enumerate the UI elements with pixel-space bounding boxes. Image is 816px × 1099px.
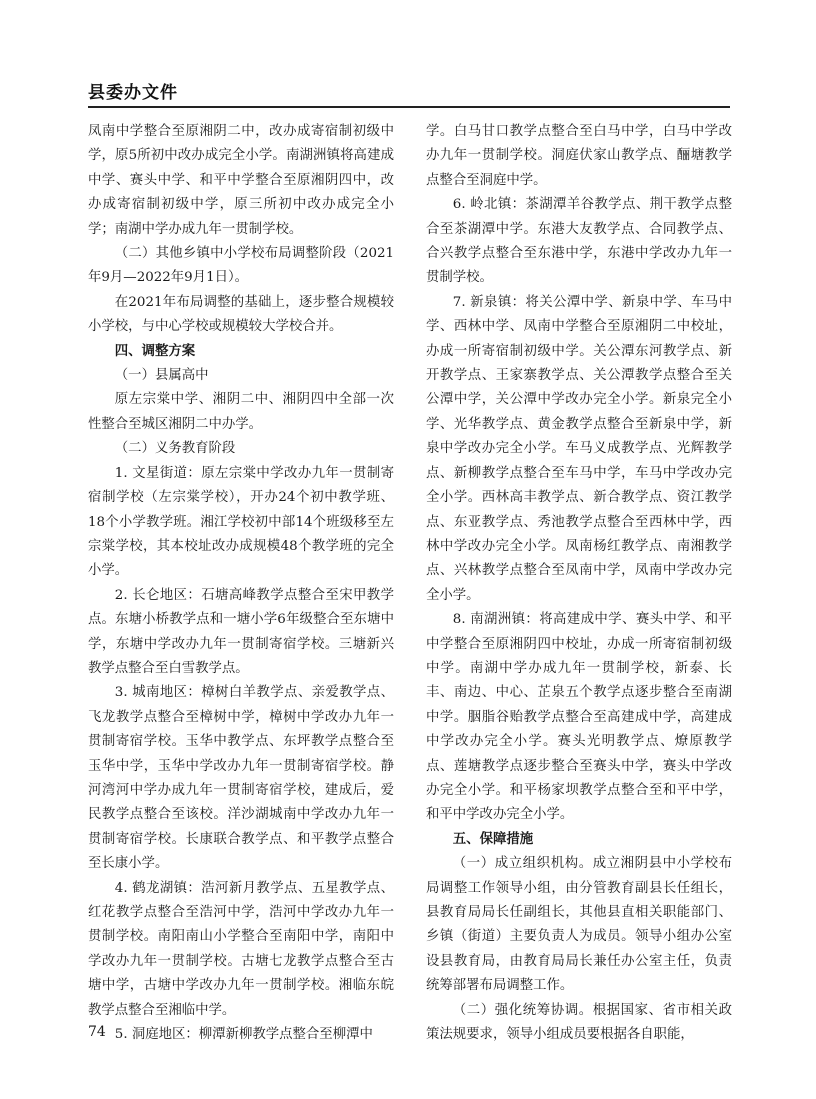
paragraph: 4. 鹤龙湖镇：浩河新月教学点、五星教学点、红花教学点整合至浩河中学，浩河中学改办九年一贯制学校。南阳南山小学整合至南阳中学，南阳中学改办九年一贯制学校。古塘七龙教学点整合至古塘中学，古塘中学改办九年一贯制学校。湘临东皖教学点整合至湘临中学。 <box>88 880 394 1018</box>
paragraph: 学。白马甘口教学点整合至白马中学，白马中学改办九年一贯制学校。洞庭伏家山教学点、酾塘教学点整合至洞庭中学。 <box>426 124 732 188</box>
paragraph: 3. 城南地区：樟树白羊教学点、亲爱教学点、飞龙教学点整合至樟树中学，樟树中学改办九年一贯制寄宿学校。玉华中教学点、东坪教学点整合至玉华中学，玉华中学改办九年一贯制寄宿学校。静河湾河中学办成九年一贯制寄宿学校，建成后，爱民教学点整合至该校。洋沙湖城南中学改办九年一贯制寄宿学校。长康联合教学点、和平教学点整合至长康小学。 <box>88 685 394 872</box>
page-number: 74 <box>88 1024 106 1040</box>
paragraph: （二）强化统筹协调。根据国家、省市相关政策法规要求，领导小组成员要根据各自职能， <box>426 1002 732 1043</box>
paragraph: 5. 洞庭地区：柳潭新柳教学点整合至柳潭中 <box>114 1027 373 1043</box>
subsection-heading: （二）义务教育阶段 <box>114 441 236 457</box>
left-column <box>88 120 394 1047</box>
header-rule <box>88 106 730 108</box>
paragraph: （二）其他乡镇中小学校布局调整阶段（2021年9月—2022年9月1日）。 <box>88 246 394 286</box>
paragraph: 凤南中学整合至原湘阴二中，改办成寄宿制初级中学，原5所初中改办成完全小学。南湖洲镇将高建成中学、赛头中学、和平中学整合至原湘阴四中，改办成寄宿制初级中学，原三所初中改办成完全小学；南湖中学办成九年一贯制学校。 <box>88 124 394 237</box>
section-heading: 四、调整方案 <box>114 343 196 359</box>
running-header <box>88 78 728 103</box>
paragraph: 1. 文星街道：原左宗棠中学改办九年一贯制寄宿制学校（左宗棠学校），开办24个初中教学班、18个小学教学班。湘江学校初中部14个班级移至左宗棠学校，其本校址改办成规模48个教学班的完全小学。 <box>88 465 394 579</box>
paragraph: （一）成立组织机构。成立湘阴县中小学校布局调整工作领导小组，由分管教育副县长任组长，县教育局局长任副组长，其他县直相关职能部门、乡镇（街道）主要负责人为成员。领导小组办公室设县教育局，由教育局局长兼任办公室主任，负责统筹部署布局调整工作。 <box>426 856 732 994</box>
subsection-heading: （一）县属高中 <box>114 368 209 384</box>
paragraph: 6. 岭北镇：茶湖潭羊谷教学点、荆干教学点整合至茶湖潭中学。东港大友教学点、合同教学点、合兴教学点整合至东港中学，东港中学改办九年一贯制学校。 <box>426 197 732 286</box>
paragraph: 2. 长仑地区：石塘高峰教学点整合至宋甲教学点。东塘小桥教学点和一塘小学6年级整合至东塘中学，东塘中学改办九年一贯制寄宿学校。三塘新兴教学点整合至白雪教学点。 <box>88 587 394 676</box>
paragraph: 7. 新泉镇：将关公潭中学、新泉中学、车马中学、西林中学、凤南中学整合至原湘阴二中校址，办成一所寄宿制初级中学。关公潭东河教学点、新开教学点、王家寨教学点、关公潭教学点整合至关公潭中学，关公潭中学改办完全小学。新泉完全小学、光华教学点、黄金教学点整合至新泉中学，新泉中学改办完全小学。车马义成教学点、光辉教学点、新柳教学点整合至车马中学，车马中学改办完全小学。西林高丰教学点、新合教学点、资江教学点、东亚教学点、秀池教学点整合至西林中学，西林中学改办完全小学。凤南杨红教学点、南湘教学点、兴林教学点整合至凤南中学，凤南中学改办完全小学。 <box>426 294 732 603</box>
paragraph: 在2021年布局调整的基础上，逐步整合规模较小学校，与中心学校或规模较大学校合并。 <box>88 294 394 335</box>
header-title: 县委办文件 <box>88 83 178 103</box>
right-column <box>426 120 732 1047</box>
section-heading: 五、保障措施 <box>452 831 534 847</box>
paragraph: 原左宗棠中学、湘阴二中、湘阴四中全部一次性整合至城区湘阴二中办学。 <box>88 392 394 432</box>
paragraph: 8. 南湖洲镇：将高建成中学、赛头中学、和平中学整合至原湘阴四中校址，办成一所寄宿制初级中学。南湖中学办成九年一贯制学校，新泰、长丰、南边、中心、芷泉五个教学点逐步整合至南湖中学。胭脂谷贻教学点整合至高建成中学，高建成中学改办完全小学。赛头光明教学点、燎原教学点、莲塘教学点逐步整合至赛头中学，赛头中学改办完全小学。和平杨家坝教学点整合至和平中学，和平中学改办完全小学。 <box>426 612 732 823</box>
